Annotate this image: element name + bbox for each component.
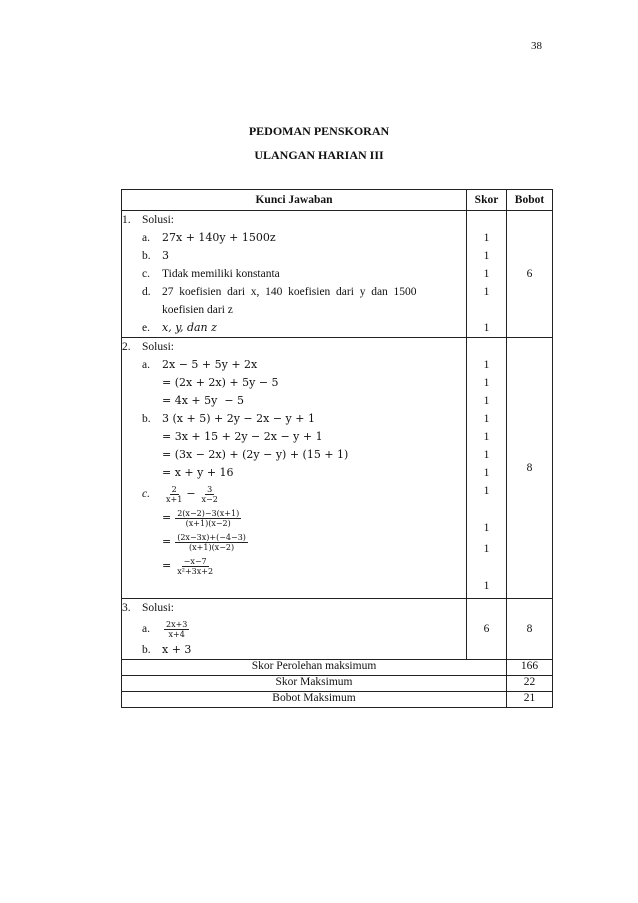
footer-row-bobot-maksimum xyxy=(122,692,553,708)
skor-value xyxy=(467,301,506,319)
skor-value xyxy=(467,560,506,574)
q1-a-answer: 27x + 140y + 1500z xyxy=(162,231,276,244)
q1-c-label: c. xyxy=(142,268,150,280)
numerator: 2(x−2)−3(x+1) xyxy=(177,508,240,518)
q2-b-label: b. xyxy=(142,413,151,425)
minus-operator: − xyxy=(186,487,196,500)
denominator: x+4 xyxy=(168,629,185,639)
bobot-q2: 8 xyxy=(507,338,553,599)
q2-c-step3-fraction xyxy=(175,533,248,552)
q1-d-label: d. xyxy=(142,286,151,298)
denominator: x+1 xyxy=(166,494,183,504)
q2-b-step2: = 3x + 15 + 2y − 2x − y + 1 xyxy=(162,430,323,443)
q2-number: 2. xyxy=(122,341,131,353)
q3-b-answer: x + 3 xyxy=(162,643,192,656)
equals-sign: = xyxy=(162,511,172,524)
q2-c-step4-fraction xyxy=(175,557,215,576)
header-kunci-jawaban: Kunci Jawaban xyxy=(122,190,467,211)
denominator: x−2 xyxy=(201,494,218,504)
footer-label: Skor Maksimum xyxy=(122,676,507,692)
q1-d-answer-line2: koefisien dari z xyxy=(162,304,233,316)
q1-number: 1. xyxy=(122,214,131,226)
document-title: PEDOMAN PENSKORAN xyxy=(248,124,390,138)
skor-q1 xyxy=(467,211,507,338)
q2-b-step3: = (3x − 2x) + (2y − y) + (15 + 1) xyxy=(162,448,349,461)
answer-q2 xyxy=(122,338,467,599)
denominator: x²+3x+2 xyxy=(177,566,214,576)
skor-value: 1 xyxy=(483,449,490,461)
q2-a-step3: = 4x + 5y − 5 xyxy=(162,394,245,407)
header-skor: Skor xyxy=(467,190,507,211)
equals-sign: = xyxy=(162,535,172,548)
bobot-q3: 8 xyxy=(507,599,553,660)
q2-c-fraction-2 xyxy=(200,485,220,504)
denominator: (x+1)(x−2) xyxy=(185,518,231,528)
q1-e-answer: x, y, dan z xyxy=(162,321,217,334)
equals-sign: = xyxy=(162,559,172,572)
skor-value: 1 xyxy=(483,467,490,479)
q2-c-label: c. xyxy=(142,488,150,500)
skor-value: 1 xyxy=(483,322,490,334)
footer-row-skor-perolehan xyxy=(122,660,553,676)
table-row-q1 xyxy=(122,211,553,338)
q1-c-answer: Tidak memiliki konstanta xyxy=(162,268,280,280)
q1-a-label: a. xyxy=(142,232,150,244)
skor-value: 1 xyxy=(483,413,490,425)
q2-b-step4: = x + y + 16 xyxy=(162,466,234,479)
skor-value: 1 xyxy=(483,359,490,371)
footer-value: 166 xyxy=(507,660,553,676)
skor-value: 1 xyxy=(483,395,490,407)
q3-a-label: a. xyxy=(142,623,150,635)
q2-c-fraction-1 xyxy=(164,485,184,504)
answer-q3 xyxy=(122,599,467,660)
q1-solusi: Solusi: xyxy=(142,214,174,226)
scoring-table xyxy=(121,189,553,708)
numerator: 2x+3 xyxy=(166,619,188,629)
skor-value: 1 xyxy=(483,522,490,534)
denominator: (x+1)(x−2) xyxy=(189,542,235,552)
q3-number: 3. xyxy=(122,602,131,614)
skor-value: 1 xyxy=(483,580,490,592)
table-row-q3 xyxy=(122,599,553,660)
skor-value: 1 xyxy=(483,268,490,280)
skor-value: 1 xyxy=(483,232,490,244)
skor-value: 1 xyxy=(483,485,490,497)
footer-value: 21 xyxy=(507,692,553,708)
q3-a-fraction xyxy=(164,620,189,639)
q1-b-label: b. xyxy=(142,250,151,262)
header-bobot: Bobot xyxy=(507,190,553,211)
q2-a-step2: = (2x + 2x) + 5y − 5 xyxy=(162,376,279,389)
q2-a-step1: 2x − 5 + 5y + 2x xyxy=(162,358,258,371)
footer-value: 22 xyxy=(507,676,553,692)
q1-d-answer-line1: 27 koefisien dari x, 140 koefisien dari y dan 1500 xyxy=(162,286,417,298)
skor-q3: 6 xyxy=(467,599,507,660)
q2-c-step2-fraction xyxy=(175,509,241,528)
numerator: −x−7 xyxy=(183,556,207,566)
q2-a-label: a. xyxy=(142,359,150,371)
skor-q2 xyxy=(467,338,507,599)
numerator: (2x−3x)+(−4−3) xyxy=(177,532,246,542)
footer-row-skor-maksimum xyxy=(122,676,553,692)
skor-value: 1 xyxy=(483,431,490,443)
q3-b-label: b. xyxy=(142,644,151,656)
q3-solusi: Solusi: xyxy=(142,602,174,614)
table-header-row xyxy=(122,190,553,211)
document-subtitle: ULANGAN HARIAN III xyxy=(254,148,384,162)
skor-value: 1 xyxy=(483,250,490,262)
page-number: 38 xyxy=(531,40,542,52)
table-row-q2 xyxy=(122,338,553,599)
numerator: 3 xyxy=(207,484,213,494)
skor-value: 1 xyxy=(483,286,490,298)
numerator: 2 xyxy=(171,484,177,494)
footer-label: Skor Perolehan maksimum xyxy=(122,660,507,676)
footer-label: Bobot Maksimum xyxy=(122,692,507,708)
q2-b-step1: 3 (x + 5) + 2y − 2x − y + 1 xyxy=(162,412,315,425)
q2-solusi: Solusi: xyxy=(142,341,174,353)
skor-value: 1 xyxy=(483,377,490,389)
answer-q1 xyxy=(122,211,467,338)
skor-value xyxy=(467,500,506,518)
q1-b-answer: 3 xyxy=(162,249,169,262)
q1-e-label: e. xyxy=(142,322,150,334)
bobot-q1: 6 xyxy=(507,211,553,338)
skor-value: 1 xyxy=(483,543,490,555)
